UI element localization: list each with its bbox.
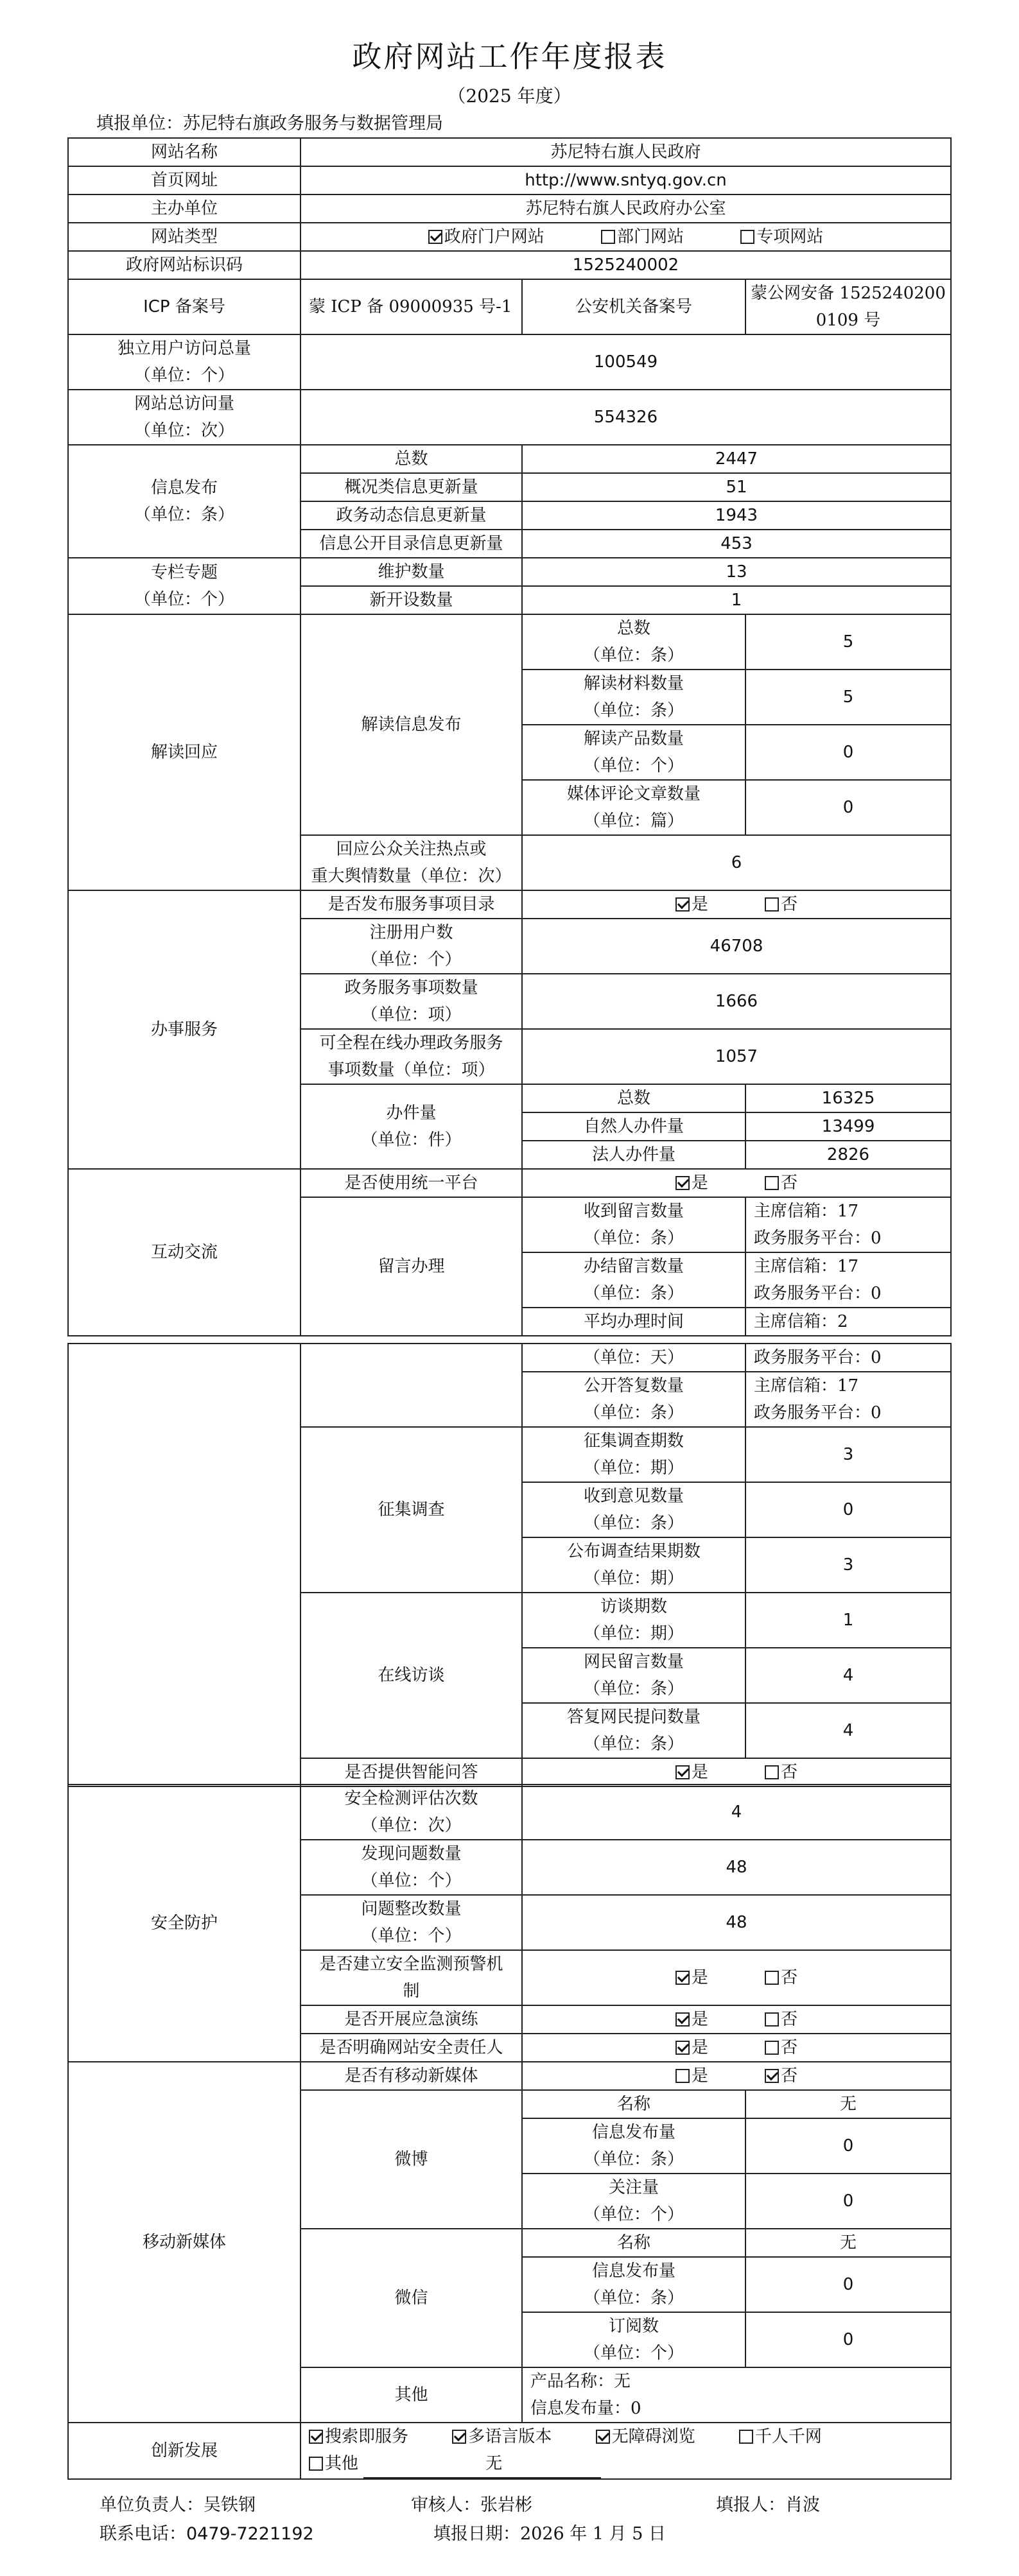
wechat-posts-value: 0 — [745, 2257, 951, 2312]
weibo-name-label: 名称 — [522, 2090, 745, 2118]
innov-personal-label: 千人千网 — [754, 2427, 822, 2446]
netizen-text: 网民留言数量 — [583, 1652, 684, 1672]
uv-label — [68, 334, 300, 390]
interpret-response-text2: 重大舆情数量（单位：次） — [311, 867, 512, 886]
type-special[interactable] — [740, 223, 823, 250]
owner-no[interactable] — [765, 2034, 797, 2061]
platform-yes[interactable] — [675, 1170, 708, 1197]
service-items-unit: （单位：项） — [361, 1005, 462, 1024]
interpret-product-unit: （单位：个） — [583, 756, 684, 775]
unchecked-box-icon — [740, 230, 754, 244]
unchecked-box-icon — [765, 897, 779, 912]
public-platform: 政务服务平台：0 — [754, 1403, 882, 1422]
done-platform: 政务服务平台：0 — [754, 1284, 882, 1303]
date-label: 填报日期： — [433, 2524, 520, 2544]
no-label: 否 — [781, 2010, 798, 2029]
interpret-media-text: 媒体评论文章数量 — [566, 784, 701, 804]
received-text: 收到留言数量 — [583, 1202, 684, 1221]
no-label: 否 — [781, 895, 798, 914]
result-unit: （单位：期） — [583, 1569, 684, 1588]
interpret-product-label — [522, 725, 745, 780]
info-label-text: 信息发布 — [150, 478, 218, 497]
host-unit-label: 主办单位 — [68, 194, 300, 223]
interpret-material-unit: （单位：条） — [583, 701, 684, 720]
avg-unit: （单位：天） — [522, 1344, 745, 1372]
innovation-options — [300, 2423, 951, 2479]
handled-person-label: 自然人办件量 — [522, 1112, 745, 1141]
public-text: 公开答复数量 — [583, 1376, 684, 1396]
msg-label: 留言办理 — [300, 1197, 522, 1336]
footer-reporter — [716, 2491, 820, 2516]
avg-label: 平均办理时间 — [522, 1308, 745, 1336]
reply-value: 4 — [745, 1703, 951, 1758]
innov-other-label: 其他 — [325, 2454, 359, 2473]
unchecked-box-icon — [765, 1971, 779, 1985]
service-handled-unit: （单位：件） — [361, 1130, 462, 1150]
column-maintain-label: 维护数量 — [300, 558, 522, 586]
handled-legal-label: 法人办件量 — [522, 1141, 745, 1169]
weibo-label: 微博 — [300, 2090, 522, 2229]
service-online-value: 1057 — [522, 1029, 951, 1084]
info-overview-value: 51 — [522, 473, 951, 501]
interpret-publish-label: 解读信息发布 — [300, 614, 522, 835]
sec-owner-label: 是否明确网站安全责任人 — [300, 2034, 522, 2062]
service-label: 办事服务 — [68, 890, 300, 1169]
site-name-value: 苏尼特右旗人民政府 — [300, 138, 951, 166]
mobile-label: 移动新媒体 — [68, 2062, 300, 2423]
sec-fixed-text: 问题整改数量 — [361, 1899, 462, 1919]
uv-unit: （单位：个） — [134, 366, 234, 385]
smart-no[interactable] — [765, 1759, 797, 1786]
service-items-value: 1666 — [522, 974, 951, 1029]
uv-label-text: 独立用户访问总量 — [117, 339, 251, 358]
innovation-label: 创新发展 — [68, 2423, 300, 2479]
pv-unit: （单位：次） — [134, 421, 234, 440]
info-disclosure-label: 信息公开目录信息更新量 — [300, 530, 522, 558]
info-news-label: 政务动态信息更新量 — [300, 501, 522, 530]
interpret-media-label — [522, 780, 745, 835]
avg-mayor: 主席信箱：2 — [745, 1308, 951, 1336]
unchecked-box-icon — [675, 2069, 690, 2083]
site-url-label: 首页网址 — [68, 166, 300, 194]
innov-multilang-label: 多语言版本 — [468, 2427, 552, 2446]
checked-box-icon — [309, 2430, 323, 2444]
pv-label — [68, 390, 300, 445]
date-value: 2026 年 1 月 5 日 — [520, 2524, 666, 2544]
head-label: 单位负责人： — [100, 2495, 204, 2515]
interpret-response-text1: 回应公众关注热点或 — [336, 840, 487, 859]
wechat-name-label: 名称 — [522, 2229, 745, 2257]
wechat-posts-text: 信息发布量 — [591, 2261, 675, 2281]
interpret-product-text: 解读产品数量 — [583, 729, 684, 748]
weibo-name-value: 无 — [745, 2090, 951, 2118]
wechat-subs-label — [522, 2312, 745, 2367]
wechat-posts-unit: （单位：条） — [583, 2288, 684, 2308]
yes-label: 是 — [691, 2066, 708, 2086]
smart-qa-label: 是否提供智能问答 — [300, 1758, 522, 1786]
innov-other-field[interactable] — [363, 2450, 601, 2478]
no-label: 否 — [781, 1173, 798, 1193]
uv-value: 100549 — [300, 334, 951, 390]
wechat-label: 微信 — [300, 2229, 522, 2367]
service-users-unit: （单位：个） — [361, 950, 462, 969]
service-items-text: 政务服务事项数量 — [344, 978, 478, 998]
interpret-media-value: 0 — [745, 780, 951, 835]
sec-monitor-options — [522, 1950, 951, 2005]
smart-yes[interactable] — [675, 1759, 708, 1786]
column-label-text: 专栏专题 — [150, 563, 218, 582]
report-year: （2025 年度） — [448, 85, 571, 107]
sec-found-value: 48 — [522, 1840, 951, 1895]
checked-box-icon — [428, 230, 442, 244]
sec-fixed-label — [300, 1895, 522, 1950]
mobile-no[interactable] — [765, 2062, 797, 2089]
service-handled-text: 办件量 — [386, 1103, 437, 1123]
no-label: 否 — [781, 2066, 798, 2086]
info-total-value: 2447 — [522, 445, 951, 473]
result-value: 3 — [745, 1537, 951, 1593]
type-dept[interactable] — [601, 223, 684, 250]
sec-eval-unit: （单位：次） — [361, 1816, 462, 1835]
reply-label — [522, 1703, 745, 1758]
innov-other[interactable] — [309, 2454, 358, 2473]
checked-box-icon — [675, 2041, 690, 2055]
interview-count-label — [522, 1593, 745, 1648]
sec-monitor-text1: 是否建立安全监测预警机 — [319, 1955, 503, 1974]
done-text: 办结留言数量 — [583, 1257, 684, 1276]
service-catalog-label: 是否发布服务事项目录 — [300, 890, 522, 919]
interpret-product-value: 0 — [745, 725, 951, 780]
weibo-fans-unit: （单位：个） — [583, 2205, 684, 2224]
yes-label: 是 — [691, 2038, 708, 2057]
type-portal[interactable] — [428, 223, 544, 250]
interpret-material-label — [522, 670, 745, 725]
unchecked-box-icon — [309, 2457, 323, 2471]
received-unit: （单位：条） — [583, 1229, 684, 1248]
police-label: 公安机关备案号 — [522, 279, 745, 334]
mobile-yes[interactable] — [675, 2062, 708, 2089]
host-unit-value: 苏尼特右旗人民政府办公室 — [300, 194, 951, 223]
checked-box-icon — [675, 1971, 690, 1985]
public-unit: （单位：条） — [583, 1403, 684, 1422]
interact-label: 互动交流 — [68, 1169, 300, 1336]
type-dept-label: 部门网站 — [617, 227, 684, 246]
reply-unit: （单位：条） — [583, 1734, 684, 1754]
weibo-posts-value: 0 — [745, 2118, 951, 2174]
site-id-value: 1525240002 — [300, 251, 951, 279]
public-label — [522, 1372, 745, 1427]
reviewer-value: 张岩彬 — [480, 2495, 532, 2515]
wechat-subs-unit: （单位：个） — [583, 2344, 684, 2363]
service-items-label — [300, 974, 522, 1029]
survey-count-unit: （单位：期） — [583, 1458, 684, 1478]
yes-label: 是 — [691, 1173, 708, 1193]
phone-label: 联系电话： — [100, 2524, 186, 2544]
footer-date — [433, 2520, 666, 2545]
checked-box-icon — [675, 1176, 690, 1190]
innov-other-value: 无 — [485, 2454, 503, 2473]
drill-no[interactable] — [765, 2006, 797, 2033]
report-table-part3 — [67, 1784, 952, 2480]
info-overview-label: 概况类信息更新量 — [300, 473, 522, 501]
service-users-text: 注册用户数 — [369, 923, 453, 942]
avg-platform: 政务服务平台：0 — [745, 1344, 951, 1372]
sec-drill-label: 是否开展应急演练 — [300, 2005, 522, 2034]
owner-yes[interactable] — [675, 2034, 708, 2061]
done-label — [522, 1252, 745, 1308]
netizen-value: 4 — [745, 1648, 951, 1703]
netizen-label — [522, 1648, 745, 1703]
checked-box-icon — [675, 1765, 690, 1779]
weibo-posts-unit: （单位：条） — [583, 2150, 684, 2169]
unchecked-box-icon — [601, 230, 615, 244]
interview-label: 在线访谈 — [300, 1593, 522, 1758]
site-type-label: 网站类型 — [68, 223, 300, 251]
phone-value: 0479-7221192 — [186, 2524, 314, 2544]
footer-reviewer — [411, 2491, 532, 2516]
yes-label: 是 — [691, 2010, 708, 2029]
handled-total-value: 16325 — [745, 1084, 951, 1112]
interview-count-value: 1 — [745, 1593, 951, 1648]
sec-eval-value: 4 — [522, 1785, 951, 1840]
checked-box-icon — [765, 2069, 779, 2083]
column-new-label: 新开设数量 — [300, 586, 522, 614]
platform-no[interactable] — [765, 1170, 797, 1197]
checked-box-icon — [675, 897, 690, 912]
filler-unit — [96, 109, 443, 134]
catalog-yes[interactable] — [675, 891, 708, 918]
report-table-part2 — [67, 1343, 952, 1787]
opinion-unit: （单位：条） — [583, 1514, 684, 1533]
survey-count-text: 征集调查期数 — [583, 1431, 684, 1451]
interpret-total-text: 总数 — [616, 619, 650, 638]
footer-head — [100, 2491, 256, 2516]
opinion-text: 收到意见数量 — [583, 1487, 684, 1506]
received-value — [745, 1197, 951, 1252]
received-platform: 政务服务平台：0 — [754, 1229, 882, 1248]
info-news-value: 1943 — [522, 501, 951, 530]
security-label: 安全防护 — [68, 1785, 300, 2062]
reporter-value: 肖波 — [785, 2495, 820, 2515]
sec-monitor-label — [300, 1950, 522, 2005]
unchecked-box-icon — [739, 2430, 753, 2444]
opinion-label — [522, 1482, 745, 1537]
interpret-material-text: 解读材料数量 — [583, 674, 684, 693]
interpret-total-unit: （单位：条） — [583, 646, 684, 665]
received-label — [522, 1197, 745, 1252]
service-users-label — [300, 919, 522, 974]
checked-box-icon — [675, 2012, 690, 2027]
yes-label: 是 — [691, 1763, 708, 1782]
site-type-options — [300, 223, 951, 251]
no-label: 否 — [781, 2038, 798, 2057]
unchecked-box-icon — [765, 2012, 779, 2027]
wechat-subs-text: 订阅数 — [608, 2317, 659, 2336]
handled-total-label: 总数 — [522, 1084, 745, 1112]
info-label — [68, 445, 300, 558]
innov-multilang[interactable] — [452, 2427, 552, 2446]
site-id-label: 政府网站标识码 — [68, 251, 300, 279]
sec-found-unit: （单位：个） — [361, 1871, 462, 1890]
info-disclosure-value: 453 — [522, 530, 951, 558]
service-handled-label — [300, 1084, 522, 1169]
interpret-total-label — [522, 614, 745, 670]
interview-count-unit: （单位：期） — [583, 1624, 684, 1643]
weibo-fans-value: 0 — [745, 2174, 951, 2229]
sec-found-label — [300, 1840, 522, 1895]
site-name-label: 网站名称 — [68, 138, 300, 166]
sec-owner-options — [522, 2034, 951, 2062]
opinion-value: 0 — [745, 1482, 951, 1537]
yes-label: 是 — [691, 895, 708, 914]
done-value — [745, 1252, 951, 1308]
interview-count-text: 访谈期数 — [600, 1597, 667, 1616]
column-new-value: 1 — [522, 586, 951, 614]
interpret-response-label — [300, 835, 522, 890]
wechat-subs-value: 0 — [745, 2312, 951, 2367]
sec-drill-options — [522, 2005, 951, 2034]
report-table-part1 — [67, 137, 952, 1336]
sec-fixed-unit: （单位：个） — [361, 1926, 462, 1946]
info-total-label: 总数 — [300, 445, 522, 473]
interpret-media-unit: （单位：篇） — [583, 811, 684, 831]
reply-text: 答复网民提问数量 — [566, 1707, 701, 1727]
weibo-posts-text: 信息发布量 — [591, 2123, 675, 2142]
pv-value: 554326 — [300, 390, 951, 445]
type-special-label: 专项网站 — [756, 227, 824, 246]
icp-value: 蒙 ICP 备 09000935 号-1 — [300, 279, 522, 334]
innov-accessible-label: 无障碍浏览 — [611, 2427, 695, 2446]
police-value: 蒙公网安备 15252402000109 号 — [745, 279, 951, 334]
weibo-fans-text: 关注量 — [608, 2178, 659, 2197]
service-catalog-options — [522, 890, 951, 919]
smart-qa-options — [522, 1758, 951, 1786]
icp-label: ICP 备案号 — [68, 279, 300, 334]
unchecked-box-icon — [765, 2041, 779, 2055]
innov-personal[interactable] — [739, 2427, 822, 2446]
head-value: 吴铁钢 — [204, 2495, 256, 2515]
survey-count-value: 3 — [745, 1427, 951, 1482]
mobile-other-value — [522, 2367, 951, 2423]
done-mayor: 主席信箱：17 — [754, 1257, 859, 1276]
sec-eval-text: 安全检测评估次数 — [344, 1789, 478, 1808]
checked-box-icon — [452, 2430, 466, 2444]
weibo-fans-label — [522, 2174, 745, 2229]
msg-continued — [300, 1344, 522, 1427]
sec-monitor-text2: 制 — [403, 1982, 420, 2001]
wechat-posts-label — [522, 2257, 745, 2312]
result-label — [522, 1537, 745, 1593]
checked-box-icon — [596, 2430, 610, 2444]
footer-phone — [100, 2520, 314, 2545]
sec-found-text: 发现问题数量 — [361, 1844, 462, 1863]
mobile-other-label: 其他 — [300, 2367, 522, 2423]
pv-label-text: 网站总访问量 — [134, 394, 234, 413]
sec-fixed-value: 48 — [522, 1895, 951, 1950]
wechat-name-value: 无 — [745, 2229, 951, 2257]
monitor-yes[interactable] — [675, 1964, 708, 1991]
site-url-value[interactable]: http://www.sntyq.gov.cn — [300, 166, 951, 194]
column-unit: （单位：个） — [134, 590, 234, 609]
column-maintain-value: 13 — [522, 558, 951, 586]
netizen-unit: （单位：条） — [583, 1679, 684, 1699]
filler-unit-value: 苏尼特右旗政务服务与数据管理局 — [183, 114, 443, 134]
unchecked-box-icon — [765, 1176, 779, 1190]
service-online-label — [300, 1029, 522, 1084]
mobile-has-options — [522, 2062, 951, 2090]
report-title: 政府网站工作年度报表 — [352, 39, 667, 74]
catalog-no[interactable] — [765, 891, 797, 918]
service-online-text1: 可全程在线办理政务服务 — [319, 1033, 503, 1053]
interpret-material-value: 5 — [745, 670, 951, 725]
innov-search[interactable] — [309, 2427, 408, 2446]
mobile-has-label: 是否有移动新媒体 — [300, 2062, 522, 2090]
received-mayor: 主席信箱：17 — [754, 1202, 859, 1221]
sec-eval-label — [300, 1785, 522, 1840]
handled-legal-value: 2826 — [745, 1141, 951, 1169]
no-label: 否 — [781, 1968, 798, 1987]
survey-count-label — [522, 1427, 745, 1482]
public-value — [745, 1372, 951, 1427]
innov-accessible[interactable] — [596, 2427, 695, 2446]
type-portal-label: 政府门户网站 — [444, 227, 544, 246]
no-label: 否 — [781, 1763, 798, 1782]
reviewer-label: 审核人： — [411, 2495, 480, 2515]
platform-options — [522, 1169, 951, 1197]
unchecked-box-icon — [765, 1765, 779, 1779]
platform-label: 是否使用统一平台 — [300, 1169, 522, 1197]
reporter-label: 填报人： — [716, 2495, 785, 2515]
interpret-label: 解读回应 — [68, 614, 300, 890]
other-product-posts: 信息发布量：0 — [530, 2399, 641, 2418]
handled-person-value: 13499 — [745, 1112, 951, 1141]
service-users-value: 46708 — [522, 919, 951, 974]
weibo-posts-label — [522, 2118, 745, 2174]
interpret-response-value: 6 — [522, 835, 951, 890]
yes-label: 是 — [691, 1968, 708, 1987]
interact-continued — [68, 1344, 300, 1786]
innov-search-label: 搜索即服务 — [325, 2427, 409, 2446]
service-online-text2: 事项数量（单位：项） — [327, 1060, 495, 1080]
result-text: 公布调查结果期数 — [566, 1542, 701, 1561]
done-unit: （单位：条） — [583, 1284, 684, 1303]
drill-yes[interactable] — [675, 2006, 708, 2033]
info-unit: （单位：条） — [134, 505, 234, 524]
interpret-total-value: 5 — [745, 614, 951, 670]
public-mayor: 主席信箱：17 — [754, 1376, 859, 1396]
filler-unit-label: 填报单位： — [96, 114, 183, 134]
survey-label: 征集调查 — [300, 1427, 522, 1593]
other-product-name: 产品名称：无 — [530, 2372, 631, 2391]
monitor-no[interactable] — [765, 1964, 797, 1991]
column-label — [68, 558, 300, 614]
